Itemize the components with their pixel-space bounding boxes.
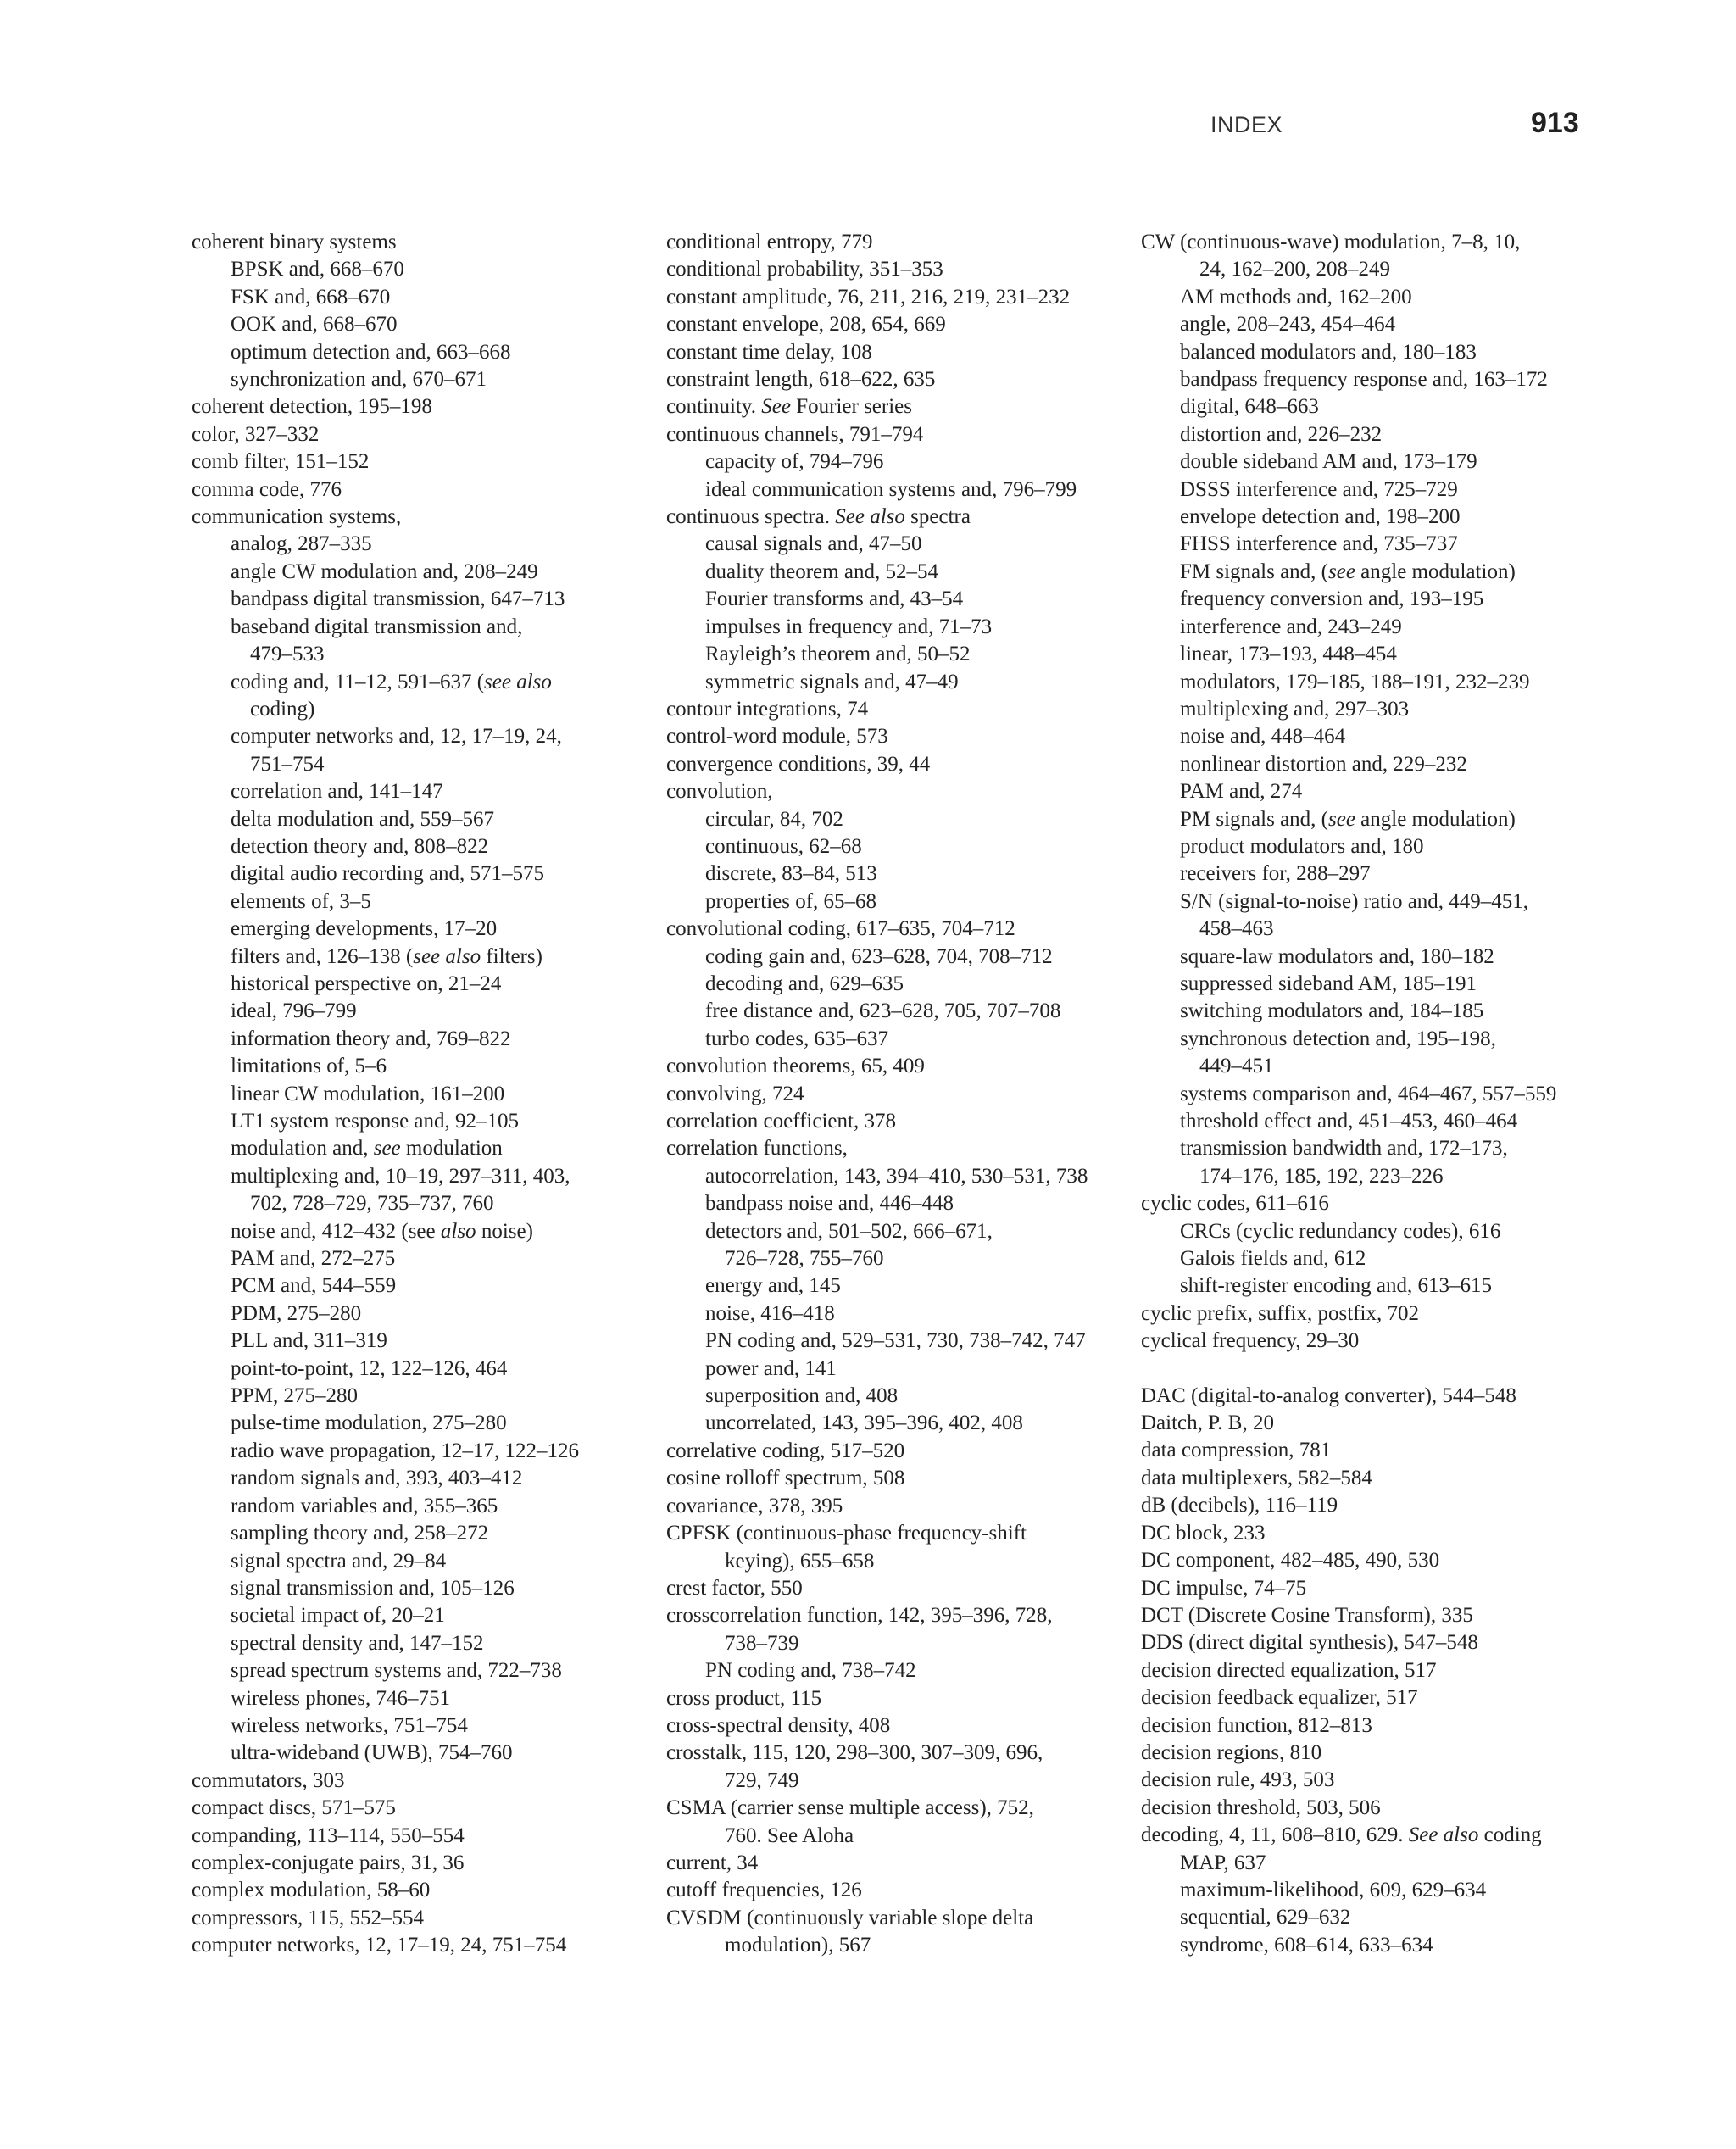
index-subentry: capacity of, 794–796 <box>705 450 884 474</box>
index-subentry: uncorrelated, 143, 395–396, 402, 408 <box>705 1411 1023 1435</box>
index-entry: communication systems, <box>192 505 402 529</box>
index-entry: color, 327–332 <box>192 422 320 446</box>
index-subentry: spectral density and, 147–152 <box>231 1631 484 1655</box>
index-entry: DDS (direct digital synthesis), 547–548 <box>1141 1631 1478 1655</box>
index-entry: computer networks, 12, 17–19, 24, 751–754 <box>192 1934 567 1957</box>
index-entry: cutoff frequencies, 126 <box>666 1879 862 1902</box>
index-subentry: modulation), 567 <box>725 1934 871 1957</box>
index-subentry: 458–463 <box>1199 917 1274 941</box>
index-entry: correlation functions, <box>666 1137 848 1161</box>
index-subentry: modulators, 179–185, 188–191, 232–239 <box>1180 670 1530 693</box>
index-subentry: detectors and, 501–502, 666–671, <box>705 1219 993 1243</box>
index-subentry: signal transmission and, 105–126 <box>231 1576 515 1600</box>
index-subentry: PN coding and, 529–531, 730, 738–742, 747 <box>705 1329 1086 1353</box>
index-subentry: angle, 208–243, 454–464 <box>1180 313 1396 337</box>
index-entry: coherent binary systems <box>192 231 397 253</box>
index-entry: convolution, <box>666 780 773 804</box>
index-entry: constant time delay, 108 <box>666 340 872 364</box>
index-subentry: random variables and, 355–365 <box>231 1494 498 1517</box>
index-subentry: threshold effect and, 451–453, 460–464 <box>1180 1110 1518 1133</box>
index-subentry: PM signals and, (see angle modulation) <box>1180 807 1516 831</box>
index-subentry: CRCs (cyclic redundancy codes), 616 <box>1180 1219 1501 1243</box>
index-subentry: pulse-time modulation, 275–280 <box>231 1411 507 1435</box>
index-entry: CW (continuous-wave) modulation, 7–8, 10, <box>1141 231 1521 253</box>
index-subentry: PAM and, 272–275 <box>231 1247 396 1271</box>
index-entry: constant amplitude, 76, 211, 216, 219, 231–232 <box>666 285 1071 309</box>
index-entry: convolutional coding, 617–635, 704–712 <box>666 917 1015 941</box>
index-subentry: power and, 141 <box>705 1356 837 1380</box>
index-entry: DAC (digital-to-analog converter), 544–548 <box>1141 1383 1516 1407</box>
index-entry: constant envelope, 208, 654, 669 <box>666 313 946 337</box>
index-entry: convergence conditions, 39, 44 <box>666 752 931 776</box>
index-subentry: Fourier transforms and, 43–54 <box>705 587 964 611</box>
index-subentry: 751–754 <box>250 752 325 776</box>
index-subentry: autocorrelation, 143, 394–410, 530–531, 738 <box>705 1164 1088 1188</box>
index-column-3 <box>1141 229 1616 1959</box>
index-subentry: Galois fields and, 612 <box>1180 1247 1366 1271</box>
index-entry: contour integrations, 74 <box>666 697 869 721</box>
index-subentry: signal spectra and, 29–84 <box>231 1549 447 1573</box>
index-entry: cross-spectral density, 408 <box>666 1713 891 1737</box>
index-subentry: suppressed sideband AM, 185–191 <box>1180 972 1477 995</box>
index-subentry: decoding and, 629–635 <box>705 972 904 995</box>
index-subentry: synchronous detection and, 195–198, <box>1180 1027 1496 1050</box>
index-entry: conditional entropy, 779 <box>666 231 873 253</box>
index-subentry: wireless phones, 746–751 <box>231 1686 450 1710</box>
index-subentry: ideal, 796–799 <box>231 999 357 1023</box>
index-subentry: linear CW modulation, 161–200 <box>231 1082 505 1105</box>
index-entry: continuity. See Fourier series <box>666 395 912 419</box>
index-entry: CSMA (carrier sense multiple access), 752, <box>666 1796 1034 1820</box>
index-subentry: LT1 system response and, 92–105 <box>231 1110 520 1133</box>
index-entry: compact discs, 571–575 <box>192 1796 396 1820</box>
index-subentry: historical perspective on, 21–24 <box>231 972 502 995</box>
index-subentry: balanced modulators and, 180–183 <box>1180 340 1477 364</box>
index-subentry: PAM and, 274 <box>1180 780 1303 804</box>
index-subentry: double sideband AM and, 173–179 <box>1180 450 1477 474</box>
index-subentry: computer networks and, 12, 17–19, 24, <box>231 725 562 749</box>
index-subentry: PPM, 275–280 <box>231 1384 359 1408</box>
index-subentry: ultra-wideband (UWB), 754–760 <box>231 1741 513 1765</box>
index-subentry: ideal communication systems and, 796–799 <box>705 477 1077 501</box>
index-entry: CVSDM (continuously variable slope delta <box>666 1906 1034 1929</box>
index-subentry: correlation and, 141–147 <box>231 780 443 804</box>
index-entry: commutators, 303 <box>192 1768 345 1792</box>
index-subentry: coding gain and, 623–628, 704, 708–712 <box>705 944 1053 968</box>
index-subentry: energy and, 145 <box>705 1274 841 1298</box>
index-entry: decision feedback equalizer, 517 <box>1141 1686 1418 1710</box>
index-subentry: bandpass noise and, 446–448 <box>705 1192 954 1216</box>
index-entry: control-word module, 573 <box>666 725 888 749</box>
index-entry: correlation coefficient, 378 <box>666 1110 896 1133</box>
index-subentry: sampling theory and, 258–272 <box>231 1522 489 1545</box>
index-entry: continuous channels, 791–794 <box>666 422 924 446</box>
index-entry: decision function, 812–813 <box>1141 1713 1372 1737</box>
index-entry: decision directed equalization, 517 <box>1141 1658 1437 1682</box>
index-subentry: interference and, 243–249 <box>1180 615 1402 638</box>
index-entry: current, 34 <box>666 1851 759 1874</box>
index-subentry: wireless networks, 751–754 <box>231 1713 468 1737</box>
index-subentry: modulation and, see modulation <box>231 1137 503 1161</box>
index-subentry: multiplexing and, 297–303 <box>1180 697 1410 721</box>
index-subentry: noise and, 412–432 (see also noise) <box>231 1219 533 1243</box>
running-head: INDEX <box>1210 112 1283 137</box>
index-subentry: filters and, 126–138 (see also filters) <box>231 944 542 968</box>
index-column-2 <box>666 229 1124 1960</box>
index-subentry: duality theorem and, 52–54 <box>705 560 938 583</box>
index-subentry: PN coding and, 738–742 <box>705 1659 916 1683</box>
index-subentry: baseband digital transmission and, <box>231 615 523 638</box>
index-entry: complex-conjugate pairs, 31, 36 <box>192 1851 465 1874</box>
index-subentry: square-law modulators and, 180–182 <box>1180 944 1494 968</box>
index-subentry: nonlinear distortion and, 229–232 <box>1180 752 1467 776</box>
page-number: 913 <box>1531 107 1579 139</box>
index-subentry: distortion and, 226–232 <box>1180 422 1383 446</box>
index-entry: convolution theorems, 65, 409 <box>666 1055 925 1078</box>
index-entry: compressors, 115, 552–554 <box>192 1906 425 1929</box>
index-subentry: 24, 162–200, 208–249 <box>1199 258 1390 281</box>
index-subentry: switching modulators and, 184–185 <box>1180 999 1484 1023</box>
index-subentry: information theory and, 769–822 <box>231 1027 511 1050</box>
index-entry: cyclical frequency, 29–30 <box>1141 1329 1360 1353</box>
index-entry: complex modulation, 58–60 <box>192 1879 431 1902</box>
index-subentry: limitations of, 5–6 <box>231 1055 387 1078</box>
index-entry: companding, 113–114, 550–554 <box>192 1823 465 1847</box>
index-entry: comma code, 776 <box>192 477 342 501</box>
index-subentry: 729, 749 <box>725 1768 799 1792</box>
index-subentry: turbo codes, 635–637 <box>705 1027 888 1050</box>
index-entry: crosstalk, 115, 120, 298–300, 307–309, 696, <box>666 1741 1043 1765</box>
index-entry: covariance, 378, 395 <box>666 1494 843 1517</box>
index-subentry: frequency conversion and, 193–195 <box>1180 587 1484 611</box>
index-subentry: transmission bandwidth and, 172–173, <box>1180 1137 1508 1161</box>
index-entry: dB (decibels), 116–119 <box>1141 1494 1338 1517</box>
index-subentry: symmetric signals and, 47–49 <box>705 670 959 693</box>
index-subentry: discrete, 83–84, 513 <box>705 862 877 886</box>
index-subentry: MAP, 637 <box>1180 1851 1266 1874</box>
index-entry: coherent detection, 195–198 <box>192 395 432 419</box>
index-entry: DC block, 233 <box>1141 1521 1266 1545</box>
index-subentry: FHSS interference and, 735–737 <box>1180 532 1458 556</box>
index-subentry: BPSK and, 668–670 <box>231 258 404 281</box>
index-entry: DCT (Discrete Cosine Transform), 335 <box>1141 1603 1473 1627</box>
index-subentry: angle CW modulation and, 208–249 <box>231 560 538 583</box>
index-entry: decision threshold, 503, 506 <box>1141 1795 1381 1819</box>
index-subentry: bandpass frequency response and, 163–172 <box>1180 368 1548 392</box>
index-entry: Daitch, P. B, 20 <box>1141 1411 1274 1435</box>
index-subentry: elements of, 3–5 <box>231 889 371 913</box>
index-entry: data multiplexers, 582–584 <box>1141 1466 1372 1489</box>
index-subentry: digital audio recording and, 571–575 <box>231 862 545 886</box>
index-subentry: systems comparison and, 464–467, 557–559 <box>1180 1082 1557 1105</box>
index-entry: cyclic codes, 611–616 <box>1141 1192 1329 1216</box>
index-entry: crest factor, 550 <box>666 1576 803 1600</box>
index-subentry: causal signals and, 47–50 <box>705 532 922 556</box>
index-subentry: synchronization and, 670–671 <box>231 368 487 392</box>
index-subentry: bandpass digital transmission, 647–713 <box>231 587 565 611</box>
index-subentry: spread spectrum systems and, 722–738 <box>231 1659 562 1683</box>
index-subentry: free distance and, 623–628, 705, 707–708 <box>705 999 1061 1023</box>
index-subentry: coding) <box>250 697 315 721</box>
index-subentry: optimum detection and, 663–668 <box>231 340 511 364</box>
index-subentry: impulses in frequency and, 71–73 <box>705 615 993 638</box>
index-subentry: 174–176, 185, 192, 223–226 <box>1199 1164 1444 1188</box>
index-subentry: 702, 728–729, 735–737, 760 <box>250 1192 494 1216</box>
index-subentry: emerging developments, 17–20 <box>231 917 498 941</box>
index-subentry: 726–728, 755–760 <box>725 1247 884 1271</box>
index-subentry: circular, 84, 702 <box>705 807 843 831</box>
index-subentry: 449–451 <box>1199 1055 1274 1078</box>
index-subentry: OOK and, 668–670 <box>231 313 398 337</box>
index-entry: conditional probability, 351–353 <box>666 258 943 281</box>
index-entry: continuous spectra. See also spectra <box>666 505 971 529</box>
index-subentry: product modulators and, 180 <box>1180 834 1424 858</box>
index-entry: cosine rolloff spectrum, 508 <box>666 1467 905 1490</box>
index-subentry: syndrome, 608–614, 633–634 <box>1180 1933 1433 1957</box>
index-entry: DC impulse, 74–75 <box>1141 1576 1307 1600</box>
index-column-1 <box>192 229 632 1960</box>
index-entry: decoding, 4, 11, 608–810, 629. See also coding <box>1141 1823 1542 1847</box>
index-subentry: random signals and, 393, 403–412 <box>231 1467 523 1490</box>
index-entry: decision rule, 493, 503 <box>1141 1768 1335 1792</box>
index-subentry: maximum-likelihood, 609, 629–634 <box>1180 1878 1487 1901</box>
index-subentry: digital, 648–663 <box>1180 395 1319 419</box>
index-subentry: analog, 287–335 <box>231 532 372 556</box>
index-subentry: coding and, 11–12, 591–637 (see also <box>231 670 552 693</box>
index-entry: crosscorrelation function, 142, 395–396, 728, <box>666 1604 1053 1628</box>
index-entry: constraint length, 618–622, 635 <box>666 368 936 392</box>
index-subentry: shift-register encoding and, 613–615 <box>1180 1274 1492 1298</box>
index-subentry: point-to-point, 12, 122–126, 464 <box>231 1356 508 1380</box>
index-subentry: radio wave propagation, 12–17, 122–126 <box>231 1439 580 1462</box>
index-subentry: DSSS interference and, 725–729 <box>1180 477 1458 501</box>
index-entry: correlative coding, 517–520 <box>666 1439 905 1462</box>
index-entry: cyclic prefix, suffix, postfix, 702 <box>1141 1301 1419 1325</box>
index-subentry: Rayleigh’s theorem and, 50–52 <box>705 643 971 666</box>
index-entry: CPFSK (continuous-phase frequency-shift <box>666 1522 1027 1545</box>
page-header <box>0 107 1736 153</box>
index-subentry: keying), 655–658 <box>725 1549 875 1573</box>
index-subentry: FSK and, 668–670 <box>231 285 391 309</box>
index-subentry: PDM, 275–280 <box>231 1301 362 1325</box>
index-subentry: AM methods and, 162–200 <box>1180 285 1412 309</box>
index-subentry: properties of, 65–68 <box>705 889 877 913</box>
index-subentry: FM signals and, (see angle modulation) <box>1180 560 1516 583</box>
index-subentry: superposition and, 408 <box>705 1384 899 1408</box>
index-subentry: receivers for, 288–297 <box>1180 862 1371 886</box>
index-subentry: continuous, 62–68 <box>705 834 862 858</box>
index-subentry: multiplexing and, 10–19, 297–311, 403, <box>231 1164 570 1188</box>
index-subentry: detection theory and, 808–822 <box>231 834 489 858</box>
index-subentry: societal impact of, 20–21 <box>231 1604 445 1628</box>
index-subentry: S/N (signal-to-noise) ratio and, 449–451, <box>1180 889 1529 913</box>
index-subentry: noise and, 448–464 <box>1180 725 1346 749</box>
index-entry: DC component, 482–485, 490, 530 <box>1141 1549 1440 1573</box>
index-entry: convolving, 724 <box>666 1082 804 1105</box>
index-subentry: linear, 173–193, 448–454 <box>1180 643 1397 666</box>
index-subentry: delta modulation and, 559–567 <box>231 807 495 831</box>
index-subentry: PLL and, 311–319 <box>231 1329 387 1353</box>
index-subentry: PCM and, 544–559 <box>231 1274 397 1298</box>
index-subentry: sequential, 629–632 <box>1180 1906 1351 1929</box>
index-subentry: 760. See Aloha <box>725 1823 854 1847</box>
index-subentry: 738–739 <box>725 1631 799 1655</box>
index-subentry: envelope detection and, 198–200 <box>1180 505 1461 529</box>
index-subentry: 479–533 <box>250 643 325 666</box>
index-entry: data compression, 781 <box>1141 1439 1332 1462</box>
index-entry: comb filter, 151–152 <box>192 450 370 474</box>
index-subentry: noise, 416–418 <box>705 1301 835 1325</box>
index-entry: decision regions, 810 <box>1141 1740 1322 1764</box>
index-entry: cross product, 115 <box>666 1686 822 1710</box>
